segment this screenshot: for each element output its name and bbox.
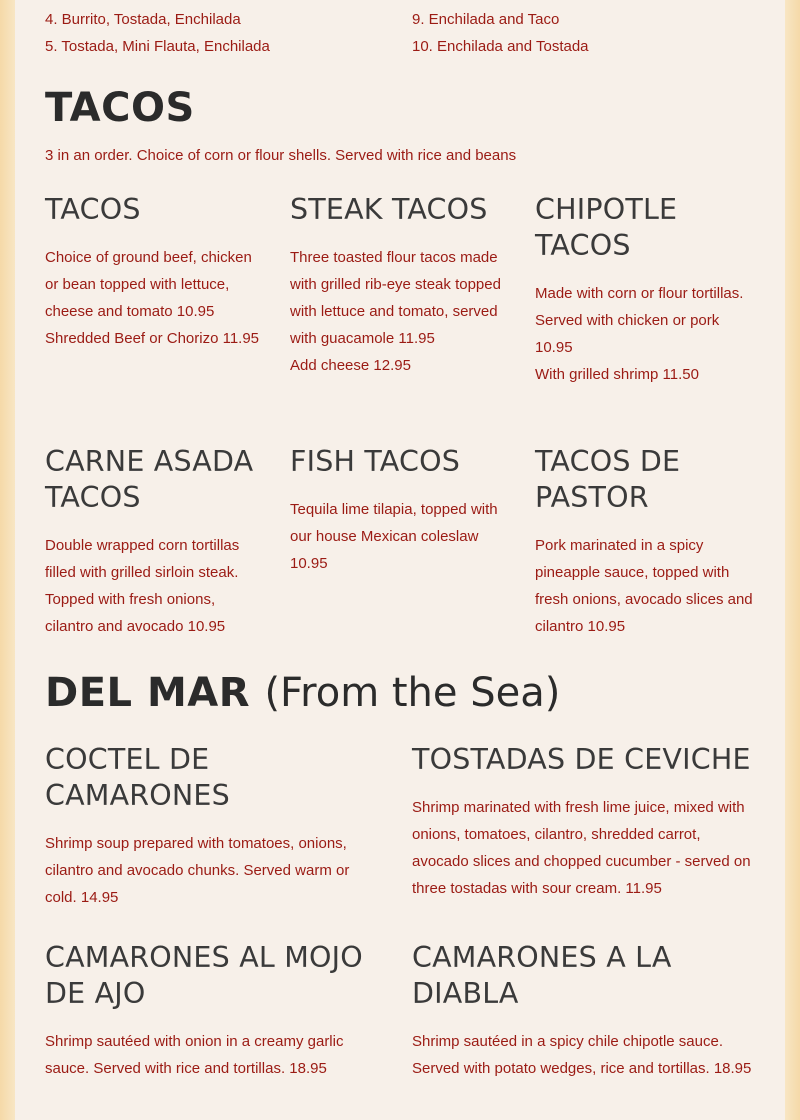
menu-item-camarones-al-mojo-de-ajo bbox=[45, 940, 385, 1082]
item-description: Shrimp soup prepared with tomatoes, onions, cilantro and avocado chunks. Served warm or cold. 14.95 bbox=[45, 835, 350, 906]
item-title: STEAK TACOS bbox=[290, 193, 488, 226]
item-title: CAMARONES A LA DIABLA bbox=[412, 941, 672, 1010]
item-description: Tequila lime tilapia, topped with our house Mexican coleslaw 10.95 bbox=[290, 501, 498, 572]
item-description: Shrimp sautéed in a spicy chile chipotle sauce. Served with potato wedges, rice and tortillas. 18.95 bbox=[412, 1033, 752, 1077]
section-title-del-mar bbox=[45, 671, 560, 715]
menu-item-tacos bbox=[45, 192, 260, 352]
item-description: Three toasted flour tacos made with grilled rib-eye steak topped with lettuce and tomato, served with guacamole 11.95 bbox=[290, 249, 501, 347]
menu-item-camarones-a-la-diabla bbox=[412, 940, 757, 1082]
item-title: TOSTADAS DE CEVICHE bbox=[412, 743, 751, 776]
item-description: Shrimp marinated with fresh lime juice, mixed with onions, tomatoes, cilantro, shredded carrot, avocado slices and chopped cucumber - served on three tostadas with sour cream. 11.95 bbox=[412, 799, 751, 897]
menu-item-tostadas-de-ceviche bbox=[412, 742, 760, 902]
item-title: CAMARONES AL MOJO DE AJO bbox=[45, 941, 363, 1010]
menu-item-carne-asada-tacos bbox=[45, 444, 263, 640]
section-title-main: DEL MAR bbox=[45, 670, 251, 716]
item-price-line: Served with chicken or pork 10.95 bbox=[535, 312, 720, 356]
item-title: COCTEL DE CAMARONES bbox=[45, 743, 230, 812]
combo-item: 5. Tostada, Mini Flauta, Enchilada bbox=[45, 38, 270, 55]
item-price-line: Shredded Beef or Chorizo 11.95 bbox=[45, 330, 260, 347]
combo-item: 4. Burrito, Tostada, Enchilada bbox=[45, 11, 241, 28]
menu-item-fish-tacos bbox=[290, 444, 500, 577]
item-description: Double wrapped corn tortillas filled with grilled sirloin steak. Topped with fresh onions, cilantro and avocado 10.95 bbox=[45, 537, 240, 635]
menu-item-chipotle-tacos bbox=[535, 192, 755, 388]
item-price-line: With grilled shrimp 11.50 bbox=[535, 366, 699, 383]
item-description: Made with corn or flour tortillas. bbox=[535, 285, 744, 302]
item-title: TACOS bbox=[45, 193, 141, 226]
section-intro-tacos: 3 in an order. Choice of corn or flour shells. Served with rice and beans bbox=[45, 147, 517, 164]
item-description: Shrimp sautéed with onion in a creamy garlic sauce. Served with rice and tortillas. 18.95 bbox=[45, 1033, 344, 1077]
item-title: CARNE ASADA TACOS bbox=[45, 445, 254, 514]
item-price-line: Add cheese 12.95 bbox=[290, 357, 411, 374]
item-title: FISH TACOS bbox=[290, 445, 460, 478]
section-subtitle: (From the Sea) bbox=[264, 670, 561, 716]
item-description: Pork marinated in a spicy pineapple sauce, topped with fresh onions, avocado slices and cilantro 10.95 bbox=[535, 537, 753, 635]
menu-item-steak-tacos bbox=[290, 192, 515, 379]
menu-item-coctel-de-camarones bbox=[45, 742, 385, 911]
combo-item: 9. Enchilada and Taco bbox=[412, 11, 560, 28]
combo-list-left bbox=[45, 6, 385, 60]
item-description: Choice of ground beef, chicken or bean topped with lettuce, cheese and tomato 10.95 bbox=[45, 249, 252, 320]
combo-item: 10. Enchilada and Tostada bbox=[412, 38, 589, 55]
menu-item-tacos-de-pastor bbox=[535, 444, 753, 640]
section-title-tacos: TACOS bbox=[45, 85, 195, 131]
combo-list-right bbox=[412, 6, 752, 60]
item-title: TACOS DE PASTOR bbox=[535, 445, 681, 514]
item-title: CHIPOTLE TACOS bbox=[535, 193, 678, 262]
